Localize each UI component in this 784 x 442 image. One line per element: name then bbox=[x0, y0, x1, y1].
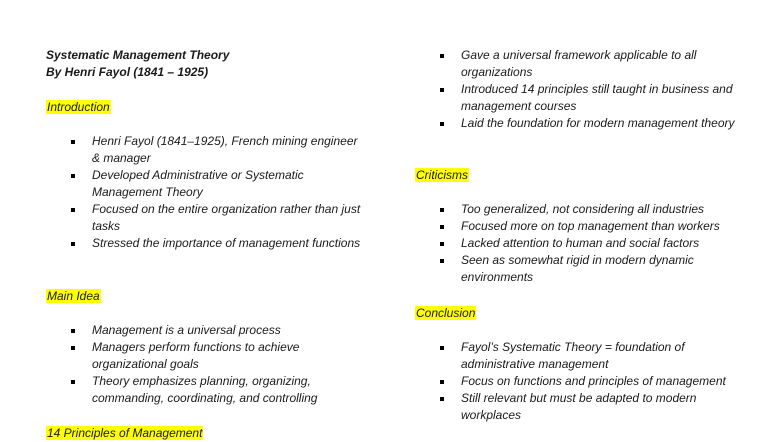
list-item: Gave a universal framework applicable to all organizations bbox=[415, 47, 741, 81]
bullet-icon bbox=[440, 54, 444, 58]
bullet-icon bbox=[71, 380, 75, 384]
bullet-icon bbox=[440, 380, 444, 384]
list-item: Seen as somewhat rigid in modern dynamic environments bbox=[415, 252, 731, 286]
contributions-list bbox=[415, 47, 755, 132]
bullet-icon bbox=[440, 397, 444, 401]
heading-criticisms: Criticisms bbox=[416, 168, 468, 182]
introduction-list bbox=[46, 133, 376, 252]
bullet-icon bbox=[71, 140, 75, 144]
bullet-icon bbox=[71, 174, 75, 178]
list-item: Stressed the importance of management functions bbox=[46, 235, 362, 252]
heading-introduction: Introduction bbox=[47, 100, 110, 114]
list-item: Still relevant but must be adapted to modern workplaces bbox=[415, 390, 731, 424]
heading-14-principles: 14 Principles of Management bbox=[47, 426, 203, 440]
list-item: Focused more on top management than workers bbox=[415, 218, 755, 235]
bullet-icon bbox=[71, 329, 75, 333]
bullet-icon bbox=[71, 346, 75, 350]
list-item: Laid the foundation for modern management theory bbox=[415, 115, 741, 132]
list-item: Developed Administrative or Systematic Management Theory bbox=[46, 167, 362, 201]
bullet-icon bbox=[440, 346, 444, 350]
list-item: Too generalized, not considering all industries bbox=[415, 201, 755, 218]
list-item: Focused on the entire organization rather than just tasks bbox=[46, 201, 362, 235]
conclusion-list bbox=[415, 339, 755, 424]
criticisms-list bbox=[415, 201, 755, 286]
list-item: Managers perform functions to achieve organizational goals bbox=[46, 339, 362, 373]
bullet-icon bbox=[440, 259, 444, 263]
bullet-icon bbox=[71, 242, 75, 246]
main-idea-list bbox=[46, 322, 376, 407]
heading-conclusion: Conclusion bbox=[416, 306, 476, 320]
list-item: Lacked attention to human and social factors bbox=[415, 235, 755, 252]
bullet-icon bbox=[440, 122, 444, 126]
document-author: By Henri Fayol (1841 – 1925) bbox=[46, 65, 209, 79]
bullet-icon bbox=[440, 88, 444, 92]
list-item: Focus on functions and principles of management bbox=[415, 373, 731, 390]
document-title: Systematic Management Theory bbox=[46, 48, 230, 62]
heading-main-idea: Main Idea bbox=[47, 289, 100, 303]
list-item: Henri Fayol (1841–1925), French mining engineer & manager bbox=[46, 133, 362, 167]
bullet-icon bbox=[71, 208, 75, 212]
list-item: Introduced 14 principles still taught in business and management courses bbox=[415, 81, 741, 115]
bullet-icon bbox=[440, 225, 444, 229]
bullet-icon bbox=[440, 208, 444, 212]
list-item: Management is a universal process bbox=[46, 322, 362, 339]
list-item: Fayol’s Systematic Theory = foundation of administrative management bbox=[415, 339, 731, 373]
list-item: Theory emphasizes planning, organizing, commanding, coordinating, and controlling bbox=[46, 373, 362, 407]
bullet-icon bbox=[440, 242, 444, 246]
